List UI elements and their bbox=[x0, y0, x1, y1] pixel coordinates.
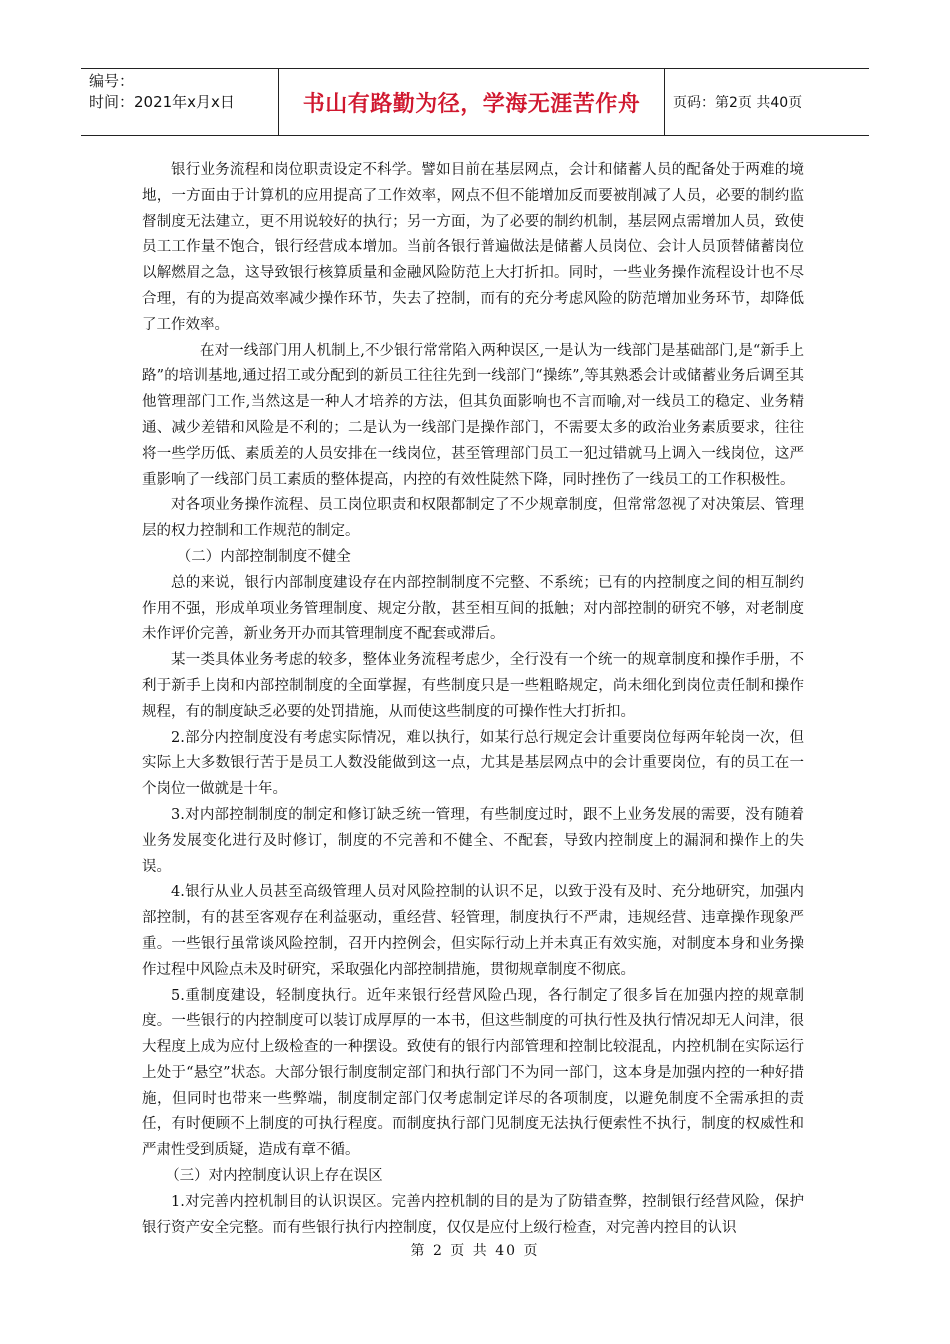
section-heading: （二）内部控制制度不健全 bbox=[176, 548, 351, 565]
section-heading: （三）对内控制度认识上存在误区 bbox=[165, 1168, 383, 1185]
body-paragraph: 对各项业务操作流程、员工岗位职责和权限都制定了不少规章制度，但常常忽视了对决策层、管理层的权力控制和工作规范的制定。 bbox=[142, 497, 804, 540]
body-paragraph: 在对一线部门用人机制上,不少银行常常陷入两种误区,一是认为一线部门是基础部门,是“新手上路”的培训基地,通过招工或分配到的新员工往往先到一线部门“操练”,等其熟悉会计或储蓄业务后调至其他管理部门工作,当然这是一种人才培养的方法，但其负面影响也不言而喻,对一线员工的稳定、业务精通、减少差错和风险是不利的；二是认为一线部门是操作部门，不需要太多的政治业务素质要求，往往将一些学历低、素质差的人员安排在一线岗位，甚至管理部门员工一犯过错就马上调入一线岗位，这严重影响了一线部门员工素质的整体提高，内控的有效性陡然下降，同时挫伤了一线员工的工作积极性。 bbox=[142, 342, 804, 488]
header-motto: 书山有路勤为径，学海无涯苦作舟 bbox=[279, 69, 665, 135]
document-body bbox=[142, 158, 804, 1241]
body-paragraph: 1.对完善内控机制目的认识误区。完善内控机制的目的是为了防错查弊，控制银行经营风险，保护银行资产安全完整。而有些银行执行内控制度，仅仅是应付上级行检查，对完善内控目的认识 bbox=[142, 1193, 804, 1236]
document-number-label: 编号： bbox=[89, 72, 135, 90]
body-paragraph: 3.对内部控制制度的制定和修订缺乏统一管理，有些制度过时，跟不上业务发展的需要，没有随着业务发展变化进行及时修订，制度的不完善和不健全、不配套，导致内控制度上的漏洞和操作上的失误。 bbox=[142, 806, 804, 875]
header-page-label: 页码：第2页 共40页 bbox=[673, 95, 803, 111]
body-paragraph: 总的来说，银行内部制度建设存在内部控制制度不完整、不系统；已有的内控制度之间的相互制约作用不强，形成单项业务管理制度、规定分散，甚至相互间的抵触；对内部控制的研究不够，对老制度未作评价完善，新业务开办而其管理制度不配套或滞后。 bbox=[142, 574, 804, 643]
document-time-label: 时间：2021年x月x日 bbox=[89, 93, 235, 111]
page-header bbox=[81, 68, 869, 136]
body-paragraph: 银行业务流程和岗位职责设定不科学。譬如目前在基层网点，会计和储蓄人员的配备处于两难的境地，一方面由于计算机的应用提高了工作效率，网点不但不能增加反而要被削减了人员，必要的制约监督制度无法建立，更不用说较好的执行；另一方面，为了必要的制约机制，基层网点需增加人员，致使员工工作量不饱合，银行经营成本增加。当前各银行普遍做法是储蓄人员岗位、会计人员顶替储蓄岗位以解燃眉之急，这导致银行核算质量和金融风险防范上大打折扣。同时，一些业务操作流程设计也不尽合理，有的为提高效率减少操作环节，失去了控制，而有的充分考虑风险的防范增加业务环节，却降低了工作效率。 bbox=[142, 162, 804, 333]
body-paragraph: 5.重制度建设，轻制度执行。近年来银行经营风险凸现，各行制定了很多旨在加强内控的规章制度。一些银行的内控制度可以装订成厚厚的一本书，但这些制度的可执行性及执行情况却无人问津，很大程度上成为应付上级检查的一种摆设。致使有的银行内部管理和控制比较混乱，内控机制在实际运行上处于“悬空”状态。大部分银行制度制定部门和执行部门不为同一部门，这本身是加强内控的一种好措施，但同时也带来一些弊端，制度制定部门仅考虑制定详尽的各项制度，以避免制度不全需承担的责任，有时便顾不上制度的可执行程度。而制度执行部门见制度无法执行便索性不执行，制度的权威性和严肃性受到质疑，造成有章不循。 bbox=[142, 987, 804, 1159]
header-info-cell bbox=[81, 69, 279, 135]
body-paragraph: 某一类具体业务考虑的较多，整体业务流程考虑少，全行没有一个统一的规章制度和操作手册，不利于新手上岗和内部控制制度的全面掌握，有些制度只是一些粗略规定，尚未细化到岗位责任制和操作规程，有的制度缺乏必要的处罚措施，从而使这些制度的可操作性大打折扣。 bbox=[142, 652, 804, 720]
page-footer: 第 2 页 共 40 页 bbox=[410, 1243, 540, 1259]
body-paragraph: 4.银行从业人员甚至高级管理人员对风险控制的认识不足，以致于没有及时、充分地研究，加强内部控制，有的甚至客观存在利益驱动，重经营、轻管理，制度执行不严肃，违规经营、违章操作现象严重。一些银行虽常谈风险控制，召开内控例会，但实际行动上并未真正有效实施，对制度本身和业务操作过程中风险点未及时研究，采取强化内部控制措施，贯彻规章制度不彻底。 bbox=[142, 884, 804, 978]
body-paragraph: 2.部分内控制度没有考虑实际情况，难以执行，如某行总行规定会计重要岗位每两年轮岗一次，但实际上大多数银行苦于是员工人数没能做到这一点，尤其是基层网点中的会计重要岗位，有的员工在一个岗位一做就是十年。 bbox=[142, 729, 804, 798]
